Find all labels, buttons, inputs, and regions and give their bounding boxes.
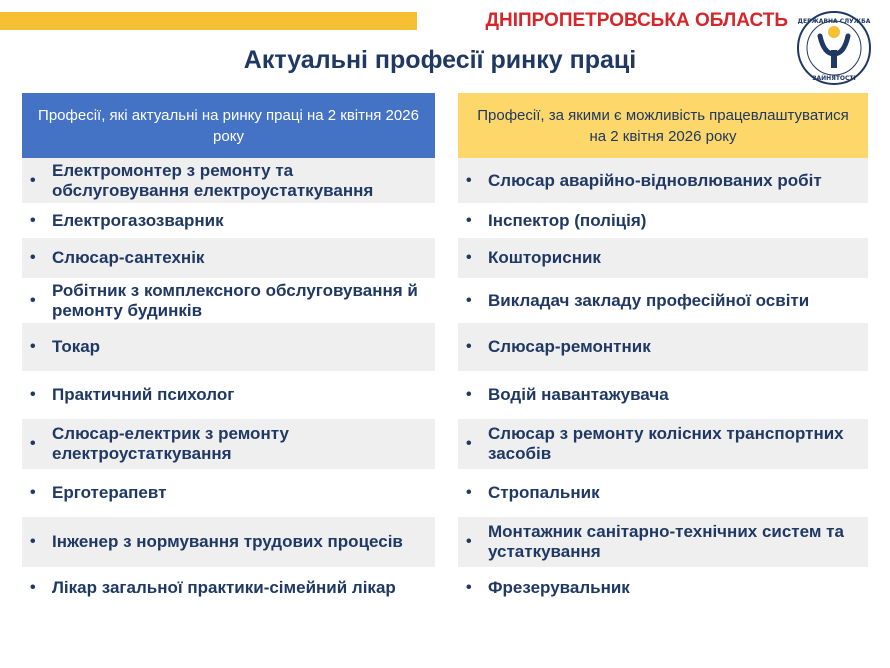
list-item: • Ерготерапевт: [30, 483, 167, 502]
bullet-icon: •: [466, 386, 472, 403]
bullet-icon: •: [30, 171, 36, 189]
bullet-icon: •: [30, 249, 36, 266]
list-item: • Слюсар з ремонту колісних транспортних засобів: [458, 419, 868, 469]
bullet-icon: •: [466, 338, 472, 355]
bullet-icon: •: [466, 579, 472, 596]
top-accent-bar: [0, 12, 417, 30]
list-item: • Лікар загальної практики-сімейний лікар: [30, 578, 396, 597]
list-item: • Інспектор (поліція): [466, 210, 647, 230]
bullet-icon: •: [30, 435, 36, 452]
bullet-icon: •: [30, 579, 36, 596]
bullet-icon: •: [466, 484, 472, 501]
list-item: • Слюсар-сантехнік: [22, 238, 435, 278]
actual-professions-heading: Професії, які актуальні на ринку праці на 2 квітня 2026 року: [22, 93, 435, 158]
list-item: • Викладач закладу професійної освіти: [466, 290, 810, 310]
list-item: • Робітник з комплексного обслуговування й ремонту будинків: [30, 280, 418, 320]
bullet-icon: •: [30, 338, 36, 355]
employment-opportunities-column: [458, 93, 868, 609]
bullet-icon: •: [466, 211, 472, 229]
bullet-icon: •: [466, 435, 472, 452]
list-item: • Кошторисник: [458, 238, 868, 278]
bullet-icon: •: [466, 249, 472, 266]
list-item: • Монтажник санітарно-технічних систем та устаткування: [458, 517, 868, 567]
list-item: • Електромонтер з ремонту та обслуговування електроустаткування: [22, 158, 435, 203]
bullet-icon: •: [466, 171, 472, 189]
list-item: • Інженер з нормування трудових процесів: [22, 517, 435, 567]
region-name: ДНІПРОПЕТРОВСЬКА ОБЛАСТЬ: [485, 10, 788, 31]
bullet-icon: •: [466, 533, 472, 550]
list-item: • Практичний психолог: [30, 385, 235, 404]
bullet-icon: •: [466, 291, 472, 309]
bullet-icon: •: [30, 386, 36, 403]
page-title: Актуальні професії ринку праці: [243, 46, 637, 74]
list-item: • Токар: [22, 323, 435, 371]
list-item: • Електрогазозварник: [30, 210, 224, 230]
bullet-icon: •: [30, 291, 36, 309]
svg-text:ДЕРЖАВНА СЛУЖБА: ДЕРЖАВНА СЛУЖБА: [797, 18, 871, 25]
list-item: • Слюсар-електрик з ремонту електроустаткування: [22, 419, 435, 469]
list-item: • Водій навантажувача: [466, 385, 669, 404]
actual-professions-column: [22, 93, 435, 609]
bullet-icon: •: [30, 484, 36, 501]
list-item: • Фрезерувальник: [466, 578, 630, 597]
state-employment-service-logo-icon: [796, 10, 872, 86]
bullet-icon: •: [30, 533, 36, 550]
svg-text:ЗАЙНЯТОСТІ: ЗАЙНЯТОСТІ: [812, 75, 856, 82]
list-item: • Слюсар-ремонтник: [458, 323, 868, 371]
bullet-icon: •: [30, 211, 36, 229]
list-item: • Слюсар аварійно-відновлюваних робіт: [458, 158, 868, 203]
list-item: • Стропальник: [466, 483, 600, 502]
employment-opportunities-heading: Професії, за якими є можливість працевлаштуватися на 2 квітня 2026 року: [458, 93, 868, 158]
